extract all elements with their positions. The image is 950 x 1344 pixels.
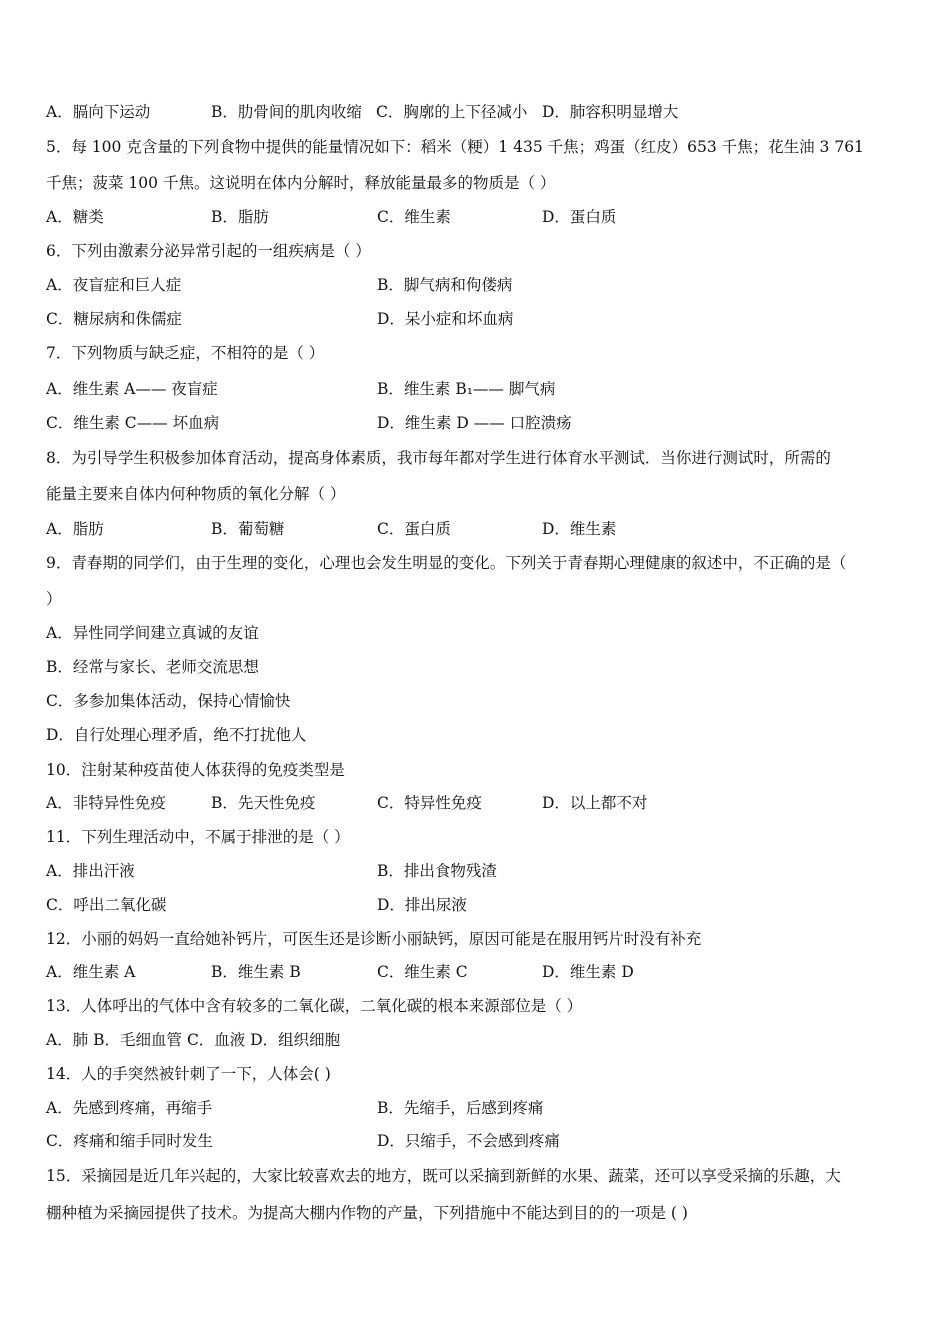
- q14-option-b: B．先缩手，后感到疼痛: [377, 1099, 544, 1117]
- q4-option-a: A．膈向下运动: [46, 103, 151, 121]
- q7-option-c: C．维生素 C—— 坏血病: [46, 414, 220, 432]
- q4-option-d: D．肺容积明显增大: [542, 103, 679, 121]
- q12-option-d: D．维生素 D: [542, 963, 634, 981]
- q7-stem: 7．下列物质与缺乏症，不相符的是（ ）: [46, 344, 325, 362]
- q4-option-b: B．肋骨间的肌肉收缩: [211, 103, 362, 121]
- q5-stem-line1: 5．每 100 克含量的下列食物中提供的能量情况如下：稻米（粳）1 435 千焦；鸡蛋（红皮）653 千焦；花生油 3 761: [46, 138, 864, 156]
- q9-option-a: A．异性同学间建立真诚的友谊: [46, 624, 259, 642]
- q9-option-d: D．自行处理心理矛盾，绝不打扰他人: [46, 726, 307, 744]
- q8-option-b: B．葡萄糖: [211, 520, 285, 538]
- q12-stem: 12．小丽的妈妈一直给她补钙片，可医生还是诊断小丽缺钙，原因可能是在服用钙片时没有补充: [46, 930, 702, 948]
- q13-options: A．肺 B．毛细血管 C．血液 D．组织细胞: [46, 1031, 341, 1049]
- q7-option-b: B．维生素 B₁—— 脚气病: [377, 380, 556, 398]
- q6-option-d: D．呆小症和坏血病: [377, 310, 514, 328]
- q15-stem-line1: 15．采摘园是近几年兴起的，大家比较喜欢去的地方，既可以采摘到新鲜的水果、蔬菜，还可以享受采摘的乐趣，大: [46, 1167, 841, 1185]
- q8-stem-line2: 能量主要来自体内何种物质的氧化分解（ ）: [46, 485, 346, 503]
- q7-option-a: A．维生素 A—— 夜盲症: [46, 380, 218, 398]
- q10-option-d: D．以上都不对: [542, 794, 648, 812]
- q10-option-b: B．先天性免疫: [211, 794, 316, 812]
- q9-option-b: B．经常与家长、老师交流思想: [46, 658, 259, 676]
- q12-option-a: A．维生素 A: [46, 963, 136, 981]
- q8-option-c: C．蛋白质: [377, 520, 451, 538]
- q6-option-c: C．糖尿病和侏儒症: [46, 310, 182, 328]
- q11-option-d: D．排出尿液: [377, 896, 467, 914]
- q11-stem: 11．下列生理活动中，不属于排泄的是（ ）: [46, 828, 350, 846]
- q5-stem-line2: 千焦；菠菜 100 千焦。这说明在体内分解时，释放能量最多的物质是（ ）: [46, 174, 556, 192]
- q6-option-a: A．夜盲症和巨人症: [46, 276, 182, 294]
- q12-option-c: C．维生素 C: [377, 963, 468, 981]
- q9-option-c: C．多参加集体活动，保持心情愉快: [46, 692, 291, 710]
- q5-option-b: B．脂肪: [211, 208, 269, 226]
- q8-stem-line1: 8．为引导学生积极参加体育活动，提高身体素质，我市每年都对学生进行体育水平测试．当你进行测试时，所需的: [46, 449, 831, 467]
- q5-option-c: C．维生素: [377, 208, 451, 226]
- q14-option-a: A．先感到疼痛，再缩手: [46, 1099, 213, 1117]
- q14-option-c: C．疼痛和缩手同时发生: [46, 1132, 213, 1150]
- q7-option-d: D．维生素 D —— 口腔溃疡: [377, 414, 572, 432]
- q14-option-d: D．只缩手，不会感到疼痛: [377, 1132, 560, 1150]
- q11-option-a: A．排出汗液: [46, 862, 135, 880]
- q13-stem: 13．人体呼出的气体中含有较多的二氧化碳，二氧化碳的根本来源部位是（ ）: [46, 997, 583, 1015]
- q8-option-a: A．脂肪: [46, 520, 104, 538]
- q10-option-c: C．特异性免疫: [377, 794, 482, 812]
- q9-stem-line1: 9．青春期的同学们，由于生理的变化，心理也会发生明显的变化。下列关于青春期心理健康的叙述中，不正确的是（: [46, 554, 847, 572]
- q6-option-b: B．脚气病和佝偻病: [377, 276, 513, 294]
- q5-option-d: D．蛋白质: [542, 208, 617, 226]
- q10-stem: 10．注射某种疫苗使人体获得的免疫类型是: [46, 761, 345, 779]
- q4-option-c: C．胸廓的上下径减小: [376, 103, 528, 121]
- q10-option-a: A．非特异性免疫: [46, 794, 166, 812]
- q5-option-a: A．糖类: [46, 208, 104, 226]
- q11-option-c: C．呼出二氧化碳: [46, 896, 167, 914]
- q14-stem: 14．人的手突然被针刺了一下，人体会( ): [46, 1065, 331, 1083]
- q6-stem: 6．下列由激素分泌异常引起的一组疾病是（ ）: [46, 242, 371, 260]
- q12-option-b: B．维生素 B: [211, 963, 301, 981]
- q11-option-b: B．排出食物残渣: [377, 862, 497, 880]
- q15-stem-line2: 棚种植为采摘园提供了技术。为提高大棚内作物的产量，下列措施中不能达到目的的一项是 ( ): [46, 1204, 688, 1222]
- q8-option-d: D．维生素: [542, 520, 617, 538]
- q9-stem-line2: ）: [46, 590, 62, 608]
